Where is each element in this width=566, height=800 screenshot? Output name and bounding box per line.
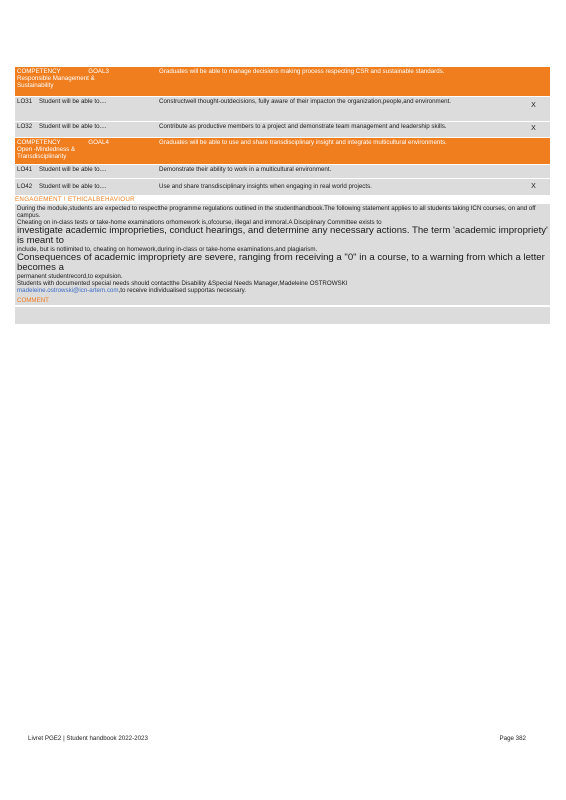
competency-label: COMPETENCY (17, 139, 61, 146)
lo41-row (15, 165, 550, 178)
lo-prompt: Student will be able to.... (39, 183, 107, 190)
lo32-row (15, 122, 550, 137)
engagement-paragraph-large: Consequences of academic impropriety are severe, ranging from receiving a "0" in a course, to a warning from which a letter becomes a (17, 252, 545, 273)
goal-name-continued: Transdisciplinarity (17, 153, 67, 161)
engagement-title: ENGAGEMENT ! ETHICALBEHAVIOUR (15, 196, 135, 203)
lo41-cell (15, 165, 157, 174)
lo32-text: Contribute as productive members to a project and demonstrate team management and leadership skills. (159, 123, 447, 130)
engagement-block (15, 204, 550, 296)
engagement-paragraph: During the module,students are expected to respectthe programme regulations outlined in the studenthandbook.The following statement applies to all students taking ICN courses, on and off campus. (17, 205, 536, 219)
lo32-mark: X (531, 125, 536, 132)
lo-prompt: Student will be able to.... (39, 166, 107, 173)
lo42-text: Use and share transdisciplinary insights when engaging in real world projects. (159, 183, 372, 190)
footer-page-number: Page 382 (499, 735, 526, 742)
lo42-mark: X (531, 183, 536, 190)
goal3-header-row (15, 67, 550, 96)
page-footer (28, 735, 526, 743)
footer-handbook-label: Livret PGE2 | Student handbook 2022-2023 (28, 735, 148, 742)
document-page (15, 67, 550, 324)
email-link[interactable]: madeleine.ostrowski@icn-artem.com (17, 287, 119, 294)
lo42-cell (15, 179, 157, 191)
engagement-paragraph: Students with documented special needs should contactthe Disability &Special Needs Manager,Madeleine OSTROWSKI (17, 280, 348, 287)
lo41-text: Demonstrate their ability to work in a multicultural environment. (159, 166, 332, 173)
engagement-paragraph: ,to receive individualised supportas necessary. (118, 287, 247, 294)
comment-field[interactable] (15, 307, 550, 324)
goal-name: Responsible Management & (17, 75, 95, 83)
lo-code: LO42 (17, 183, 33, 190)
lo31-cell (15, 97, 157, 106)
lo-prompt: Student will be able to.... (39, 98, 107, 105)
goal-name-continued: Sustainability (17, 82, 54, 90)
lo-code: LO32 (17, 123, 33, 130)
comment-title: COMMENT (15, 296, 550, 305)
lo31-row (15, 97, 550, 121)
lo31-text: Constructwell thought-outdecisions, fully aware of their impacton the organization,people,and environment. (159, 98, 452, 105)
goal-name: Open -Mindedness & (17, 146, 76, 154)
goal3-description: Graduates will be able to manage decisions making process respecting CSR and sustainable standards. (159, 68, 445, 75)
goal3-competency-cell (15, 67, 157, 91)
lo41-mark (517, 165, 550, 167)
engagement-paragraph: Cheating on in-class tests or take-home examinations orhomework is,ofcourse, illegal and immoral.A Disciplinary Committee exists to (17, 219, 382, 226)
engagement-paragraph-large: investigate academic improprieties, conduct hearings, and determine any necessary actions. The term 'academic impropriety' is meant to (17, 225, 548, 246)
lo32-cell (15, 122, 157, 131)
goal4-competency-cell (15, 138, 157, 162)
lo-code: LO31 (17, 98, 33, 105)
goal-label: GOAL4 (88, 139, 109, 146)
engagement-paragraph: permanent studentrecord,to expulsion. (17, 273, 123, 280)
lo-code: LO41 (17, 166, 33, 173)
engagement-paragraph: include, but is notlimited to, cheating on homework,during in-class or take-home examinations,and plagiarism. (17, 246, 318, 253)
competency-label: COMPETENCY (17, 68, 61, 75)
goal4-header-row (15, 138, 550, 164)
goal-label: GOAL3 (88, 68, 109, 75)
lo31-mark: X (531, 102, 536, 109)
goal4-description: Graduates will be able to use and share transdisciplinary insight and integrate multicultural environments. (159, 139, 447, 146)
lo-prompt: Student will be able to.... (39, 123, 107, 130)
lo42-row (15, 179, 550, 195)
